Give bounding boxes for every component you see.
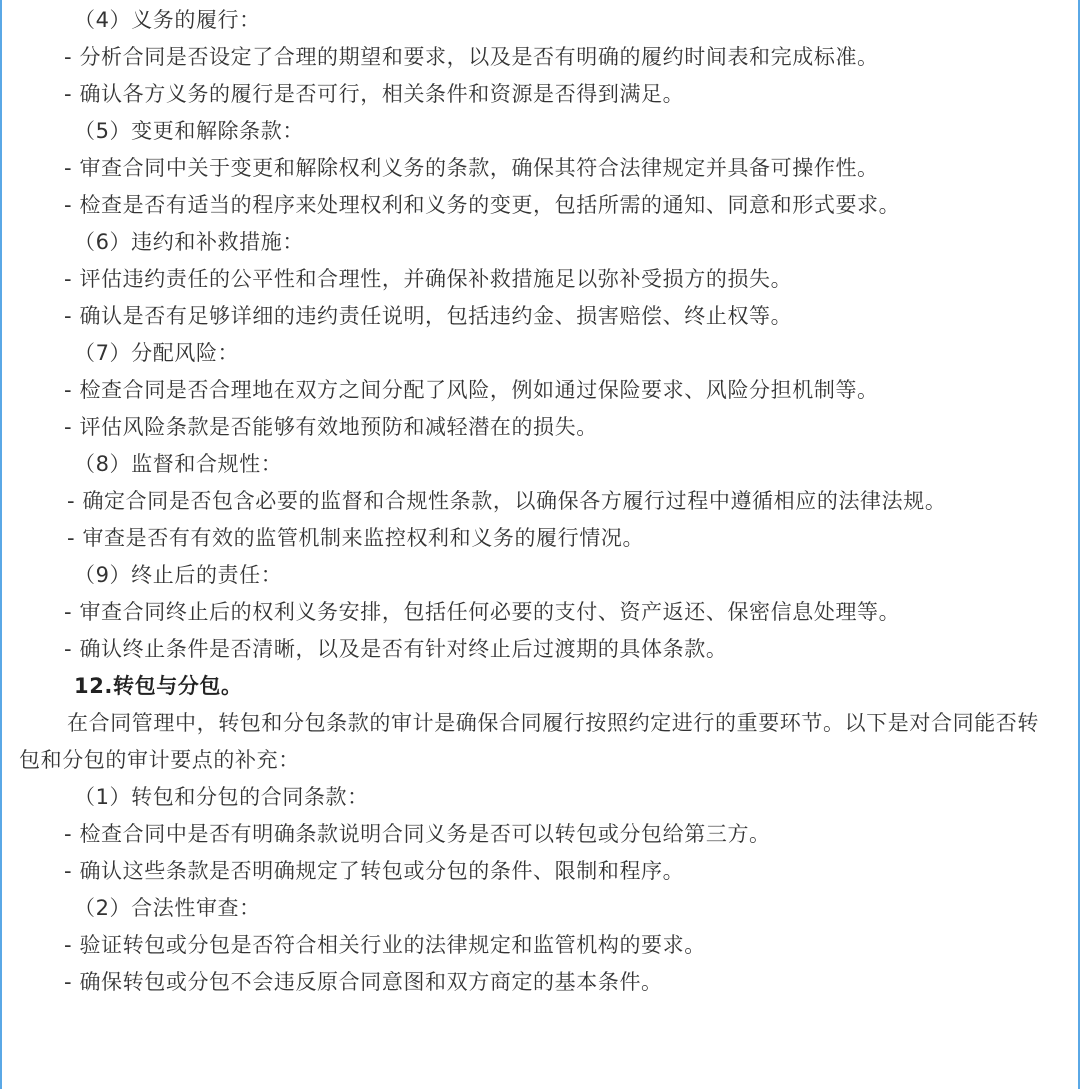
- list-item: - 确认各方义务的履行是否可行，相关条件和资源是否得到满足。: [64, 82, 685, 106]
- subheading-post-termination: （9）终止后的责任：: [74, 563, 283, 587]
- list-item: - 确认是否有足够详细的违约责任说明，包括违约金、损害赔偿、终止权等。: [64, 304, 793, 328]
- list-item: - 评估违约责任的公平性和合理性，并确保补救措施足以弥补受损方的损失。: [64, 267, 793, 291]
- list-item: - 审查是否有有效的监管机制来监控权利和义务的履行情况。: [67, 526, 645, 550]
- list-item: - 检查合同是否合理地在双方之间分配了风险，例如通过保险要求、风险分担机制等。: [64, 378, 879, 402]
- list-item: - 审查合同中关于变更和解除权利义务的条款，确保其符合法律规定并具备可操作性。: [64, 156, 879, 180]
- list-item: - 检查是否有适当的程序来处理权利和义务的变更，包括所需的通知、同意和形式要求。: [64, 193, 901, 217]
- subheading-supervision-compliance: （8）监督和合规性：: [74, 452, 283, 476]
- list-item: - 确认终止条件是否清晰，以及是否有针对终止后过渡期的具体条款。: [64, 637, 728, 661]
- subheading-legality-review: （2）合法性审查：: [74, 896, 261, 920]
- list-item: - 分析合同是否设定了合理的期望和要求，以及是否有明确的履约时间表和完成标准。: [64, 45, 879, 69]
- list-item: - 确定合同是否包含必要的监督和合规性条款，以确保各方履行过程中遵循相应的法律法规。: [67, 489, 947, 513]
- list-item: - 评估风险条款是否能够有效地预防和减轻潜在的损失。: [64, 415, 598, 439]
- subheading-obligation-performance: （4）义务的履行：: [74, 8, 261, 32]
- list-item: - 确认这些条款是否明确规定了转包或分包的条件、限制和程序。: [64, 859, 685, 883]
- section-heading: 12.转包与分包。: [74, 674, 243, 698]
- list-item: - 验证转包或分包是否符合相关行业的法律规定和监管机构的要求。: [64, 933, 706, 957]
- list-item: - 审查合同终止后的权利义务安排，包括任何必要的支付、资产返还、保密信息处理等。: [64, 600, 901, 624]
- subheading-risk-allocation: （7）分配风险：: [74, 341, 240, 365]
- subheading-subcontract-clauses: （1）转包和分包的合同条款：: [74, 785, 369, 809]
- paragraph: 在合同管理中，转包和分包条款的审计是确保合同履行按照约定进行的重要环节。以下是对合同能否转包和分包的审计要点的补充：: [19, 711, 1039, 772]
- list-item: - 检查合同中是否有明确条款说明合同义务是否可以转包或分包给第三方。: [64, 822, 771, 846]
- subheading-breach-remedies: （6）违约和补救措施：: [74, 230, 304, 254]
- subheading-change-termination: （5）变更和解除条款：: [74, 119, 304, 143]
- document-body: [19, 2, 1067, 1001]
- list-item: - 确保转包或分包不会违反原合同意图和双方商定的基本条件。: [64, 970, 663, 994]
